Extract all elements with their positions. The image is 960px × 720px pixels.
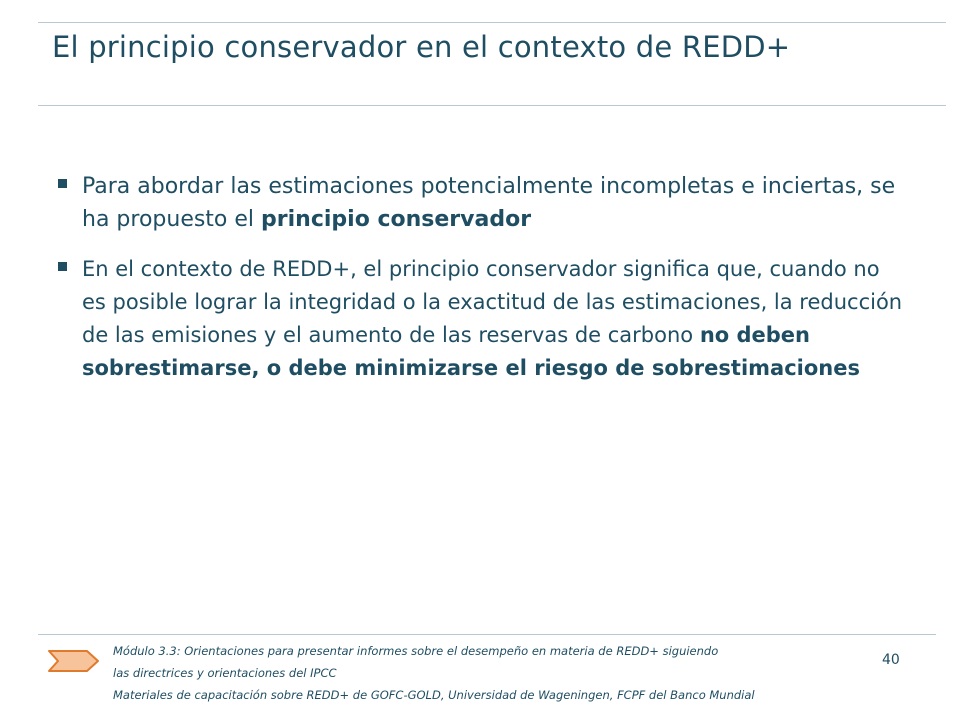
square-bullet-icon xyxy=(58,262,67,271)
bullet-bold-text: principio conservador xyxy=(261,207,532,232)
page-number: 40 xyxy=(882,652,900,668)
title-rule xyxy=(38,105,946,106)
top-rule xyxy=(38,22,946,23)
bullet-item xyxy=(58,170,908,236)
footer-caption xyxy=(113,640,913,706)
bullet-text: Para abordar las estimaciones potencialmente incompletas e inciertas, se ha propuesto el xyxy=(82,174,896,232)
footer-rule xyxy=(38,634,936,635)
chevron-arrow-icon xyxy=(47,648,101,674)
slide-title: El principio conservador en el contexto de REDD+ xyxy=(52,30,791,64)
square-bullet-icon xyxy=(58,179,67,188)
bullet-bold-text: no deben sobrestimarse, o debe minimizarse el riesgo de sobrestimaciones xyxy=(82,323,860,380)
footer-credits-line: Materiales de capacitación sobre REDD+ de GOFC-GOLD, Universidad de Wageningen, FCPF del Banco Mundial xyxy=(113,688,755,702)
bullet-list xyxy=(58,170,908,385)
bullet-item xyxy=(58,253,908,385)
footer-module-line: Módulo 3.3: Orientaciones para presentar informes sobre el desempeño en materia de REDD+ siguiendo xyxy=(113,644,719,658)
bullet-text: En el contexto de REDD+, el principio conservador significa que, cuando no es posible lograr la integridad o la exactitud de las estimaciones, la reducción de las emisiones y el aumento de las reservas de carbono xyxy=(82,257,903,347)
footer-guidelines-line: las directrices y orientaciones del IPCC xyxy=(113,666,337,680)
